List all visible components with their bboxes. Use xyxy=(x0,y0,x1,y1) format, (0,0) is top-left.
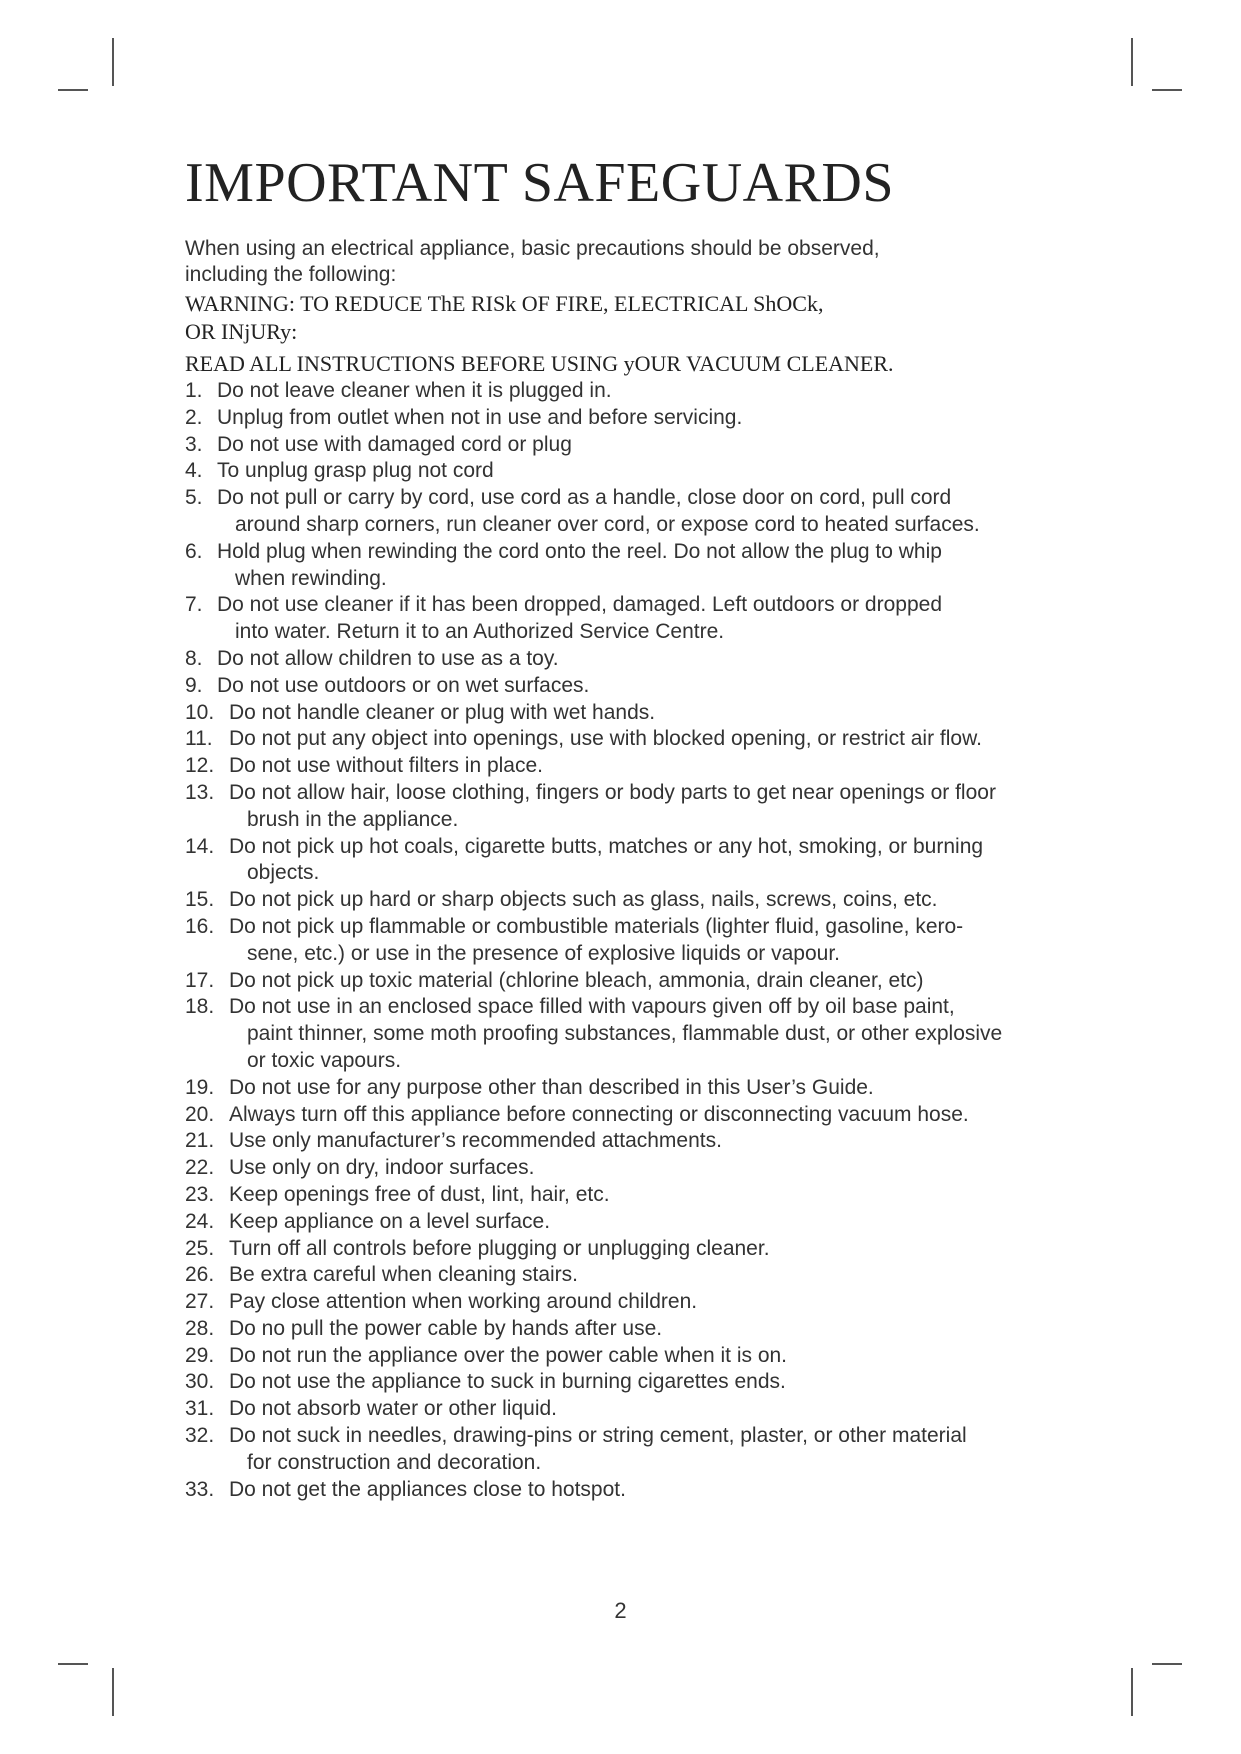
list-item-text: Do no pull the power cable by hands after use. xyxy=(229,1316,663,1340)
list-item-number: 8. xyxy=(185,646,203,670)
list-item xyxy=(185,405,1085,432)
list-item-number: 27. xyxy=(185,1290,215,1314)
page-title: IMPORTANT SAFEGUARDS xyxy=(185,152,895,214)
warning-text xyxy=(185,290,1085,346)
list-item xyxy=(185,1316,1085,1343)
list-item xyxy=(185,700,1085,727)
list-item xyxy=(185,753,1085,780)
list-item-number: 26. xyxy=(185,1263,215,1287)
list-item xyxy=(185,378,1085,405)
list-item-text: Do not pick up flammable or combustible materials (lighter fluid, gasoline, kero- xyxy=(229,914,964,938)
list-item-text: Hold plug when rewinding the cord onto the reel. Do not allow the plug to whip xyxy=(217,539,942,563)
warning-line-1: WARNING: TO REDUCE ThE RISk OF FIRE, ELECTRICAL ShOCk, xyxy=(185,291,824,316)
list-item-number: 21. xyxy=(185,1129,215,1153)
crop-mark-top-left-vertical xyxy=(112,38,114,86)
list-item-text: Unplug from outlet when not in use and before servicing. xyxy=(217,405,743,429)
list-item-number: 30. xyxy=(185,1370,215,1394)
crop-mark-top-left-horizontal xyxy=(58,89,88,91)
list-item-number: 24. xyxy=(185,1209,215,1233)
list-item-continuation: around sharp corners, run cleaner over cord, or expose cord to heated surfaces. xyxy=(235,512,980,536)
list-item-number: 19. xyxy=(185,1075,215,1099)
list-item-number: 18. xyxy=(185,995,215,1019)
list-item xyxy=(185,968,1085,995)
list-item-text: Do not pull or carry by cord, use cord as a handle, close door on cord, pull cord xyxy=(217,486,952,510)
list-item-number: 25. xyxy=(185,1236,215,1260)
list-item-continuation: or toxic vapours. xyxy=(247,1048,402,1072)
list-item-text: Do not use cleaner if it has been dropped, damaged. Left outdoors or dropped xyxy=(217,593,942,617)
list-item-text: Do not suck in needles, drawing-pins or string cement, plaster, or other material xyxy=(229,1424,967,1448)
safeguards-list xyxy=(185,378,1085,1503)
list-item xyxy=(185,887,1085,914)
list-item-number: 31. xyxy=(185,1397,215,1421)
page-number: 2 xyxy=(614,1598,627,1623)
page-content xyxy=(185,148,1085,1503)
list-item-text: Do not leave cleaner when it is plugged in. xyxy=(217,379,612,402)
list-item xyxy=(185,1102,1085,1129)
list-item-text: Do not allow children to use as a toy. xyxy=(217,646,559,670)
list-item xyxy=(185,1182,1085,1209)
list-item-text: Do not put any object into openings, use with blocked opening, or restrict air flow. xyxy=(229,727,982,751)
list-item-number: 14. xyxy=(185,834,215,858)
list-item-number: 7. xyxy=(185,593,203,617)
list-item xyxy=(185,1343,1085,1370)
list-item xyxy=(185,726,1085,753)
list-item-number: 6. xyxy=(185,539,203,563)
list-item-number: 23. xyxy=(185,1182,215,1206)
list-item xyxy=(185,914,1085,968)
warning-line-2: OR INjURy: xyxy=(185,319,298,344)
list-item xyxy=(185,539,1085,593)
crop-mark-top-right-vertical xyxy=(1131,38,1133,86)
list-item-text: Do not pick up hard or sharp objects such as glass, nails, screws, coins, etc. xyxy=(229,888,938,912)
list-item-text: Turn off all controls before plugging or unplugging cleaner. xyxy=(229,1236,770,1260)
list-item-number: 22. xyxy=(185,1156,215,1180)
intro-text xyxy=(185,236,1085,288)
list-item-text: Keep openings free of dust, lint, hair, etc. xyxy=(229,1182,610,1206)
list-item-text: Do not use outdoors or on wet surfaces. xyxy=(217,673,590,697)
list-item-text: Do not use for any purpose other than described in this User’s Guide. xyxy=(229,1075,874,1099)
list-item-number: 9. xyxy=(185,673,203,697)
list-item-number: 17. xyxy=(185,968,215,992)
list-item-continuation: paint thinner, some moth proofing substances, flammable dust, or other explosive xyxy=(247,1022,1003,1046)
list-item-text: Do not absorb water or other liquid. xyxy=(229,1397,558,1421)
list-item-number: 11. xyxy=(185,727,213,751)
list-item-text: Do not pick up hot coals, cigarette butts, matches or any hot, smoking, or burning xyxy=(229,834,984,858)
list-item-text: Do not use the appliance to suck in burning cigarettes ends. xyxy=(229,1370,786,1394)
list-item xyxy=(185,1262,1085,1289)
list-item-continuation: for construction and decoration. xyxy=(247,1450,542,1474)
list-item-number: 4. xyxy=(185,459,203,483)
list-item xyxy=(185,994,1085,1074)
list-item xyxy=(185,485,1085,539)
intro-line-2: including the following: xyxy=(185,263,397,286)
list-item xyxy=(185,834,1085,888)
list-item-number: 5. xyxy=(185,486,203,510)
list-item xyxy=(185,1128,1085,1155)
list-item-text: Keep appliance on a level surface. xyxy=(229,1209,551,1233)
list-item-text: Use only on dry, indoor surfaces. xyxy=(229,1156,535,1180)
list-item-number: 32. xyxy=(185,1424,215,1448)
crop-mark-bottom-right-horizontal xyxy=(1152,1663,1182,1665)
list-item-continuation: brush in the appliance. xyxy=(247,807,459,831)
list-item xyxy=(185,432,1085,459)
list-item-number: 16. xyxy=(185,914,215,938)
list-item xyxy=(185,780,1085,834)
read-all-instructions: READ ALL INSTRUCTIONS BEFORE USING yOUR VACUUM CLEANER. xyxy=(185,351,894,376)
list-item-text: Use only manufacturer’s recommended attachments. xyxy=(229,1129,722,1153)
list-item xyxy=(185,1209,1085,1236)
list-item xyxy=(185,646,1085,673)
list-item xyxy=(185,1477,1085,1504)
list-item-text: To unplug grasp plug not cord xyxy=(217,459,494,483)
list-item-number: 3. xyxy=(185,432,203,456)
list-item-number: 29. xyxy=(185,1343,215,1367)
list-item-text: Always turn off this appliance before connecting or disconnecting vacuum hose. xyxy=(229,1102,969,1126)
list-item-number: 33. xyxy=(185,1477,215,1501)
list-item-number: 2. xyxy=(185,405,203,429)
list-item-number: 28. xyxy=(185,1316,215,1340)
list-item xyxy=(185,1423,1085,1477)
list-item xyxy=(185,1075,1085,1102)
list-item xyxy=(185,458,1085,485)
intro-line-1: When using an electrical appliance, basic precautions should be observed, xyxy=(185,237,880,260)
crop-mark-bottom-right-vertical xyxy=(1131,1668,1133,1716)
list-item xyxy=(185,1289,1085,1316)
list-item-number: 12. xyxy=(185,754,215,778)
list-item-number: 15. xyxy=(185,888,215,912)
list-item xyxy=(185,1236,1085,1263)
list-item-number: 10. xyxy=(185,700,215,724)
list-item-text: Be extra careful when cleaning stairs. xyxy=(229,1263,579,1287)
list-item xyxy=(185,1155,1085,1182)
list-item-text: Do not allow hair, loose clothing, fingers or body parts to get near openings or floor xyxy=(229,780,996,804)
crop-mark-bottom-left-vertical xyxy=(112,1668,114,1716)
list-item-text: Do not get the appliances close to hotspot. xyxy=(229,1477,626,1501)
list-item-text: Do not handle cleaner or plug with wet hands. xyxy=(229,700,656,724)
list-item-number: 13. xyxy=(185,780,215,804)
list-item-continuation: into water. Return it to an Authorized Service Centre. xyxy=(235,620,725,644)
crop-mark-bottom-left-horizontal xyxy=(58,1663,88,1665)
list-item xyxy=(185,673,1085,700)
list-item-continuation: when rewinding. xyxy=(235,566,387,590)
list-item-continuation: sene, etc.) or use in the presence of explosive liquids or vapour. xyxy=(247,941,841,965)
list-item-text: Do not use without filters in place. xyxy=(229,754,543,778)
list-item-text: Do not run the appliance over the power cable when it is on. xyxy=(229,1343,788,1367)
list-item-text: Do not pick up toxic material (chlorine bleach, ammonia, drain cleaner, etc) xyxy=(229,968,924,992)
list-item xyxy=(185,1396,1085,1423)
list-item-continuation: objects. xyxy=(247,861,320,885)
crop-mark-top-right-horizontal xyxy=(1152,89,1182,91)
list-item-number: 1. xyxy=(185,379,203,402)
list-item-text: Do not use with damaged cord or plug xyxy=(217,432,572,456)
list-item-text: Do not use in an enclosed space filled with vapours given off by oil base paint, xyxy=(229,995,955,1019)
list-item-text: Pay close attention when working around children. xyxy=(229,1290,698,1314)
list-item xyxy=(185,1369,1085,1396)
list-item-number: 20. xyxy=(185,1102,215,1126)
list-item xyxy=(185,592,1085,646)
